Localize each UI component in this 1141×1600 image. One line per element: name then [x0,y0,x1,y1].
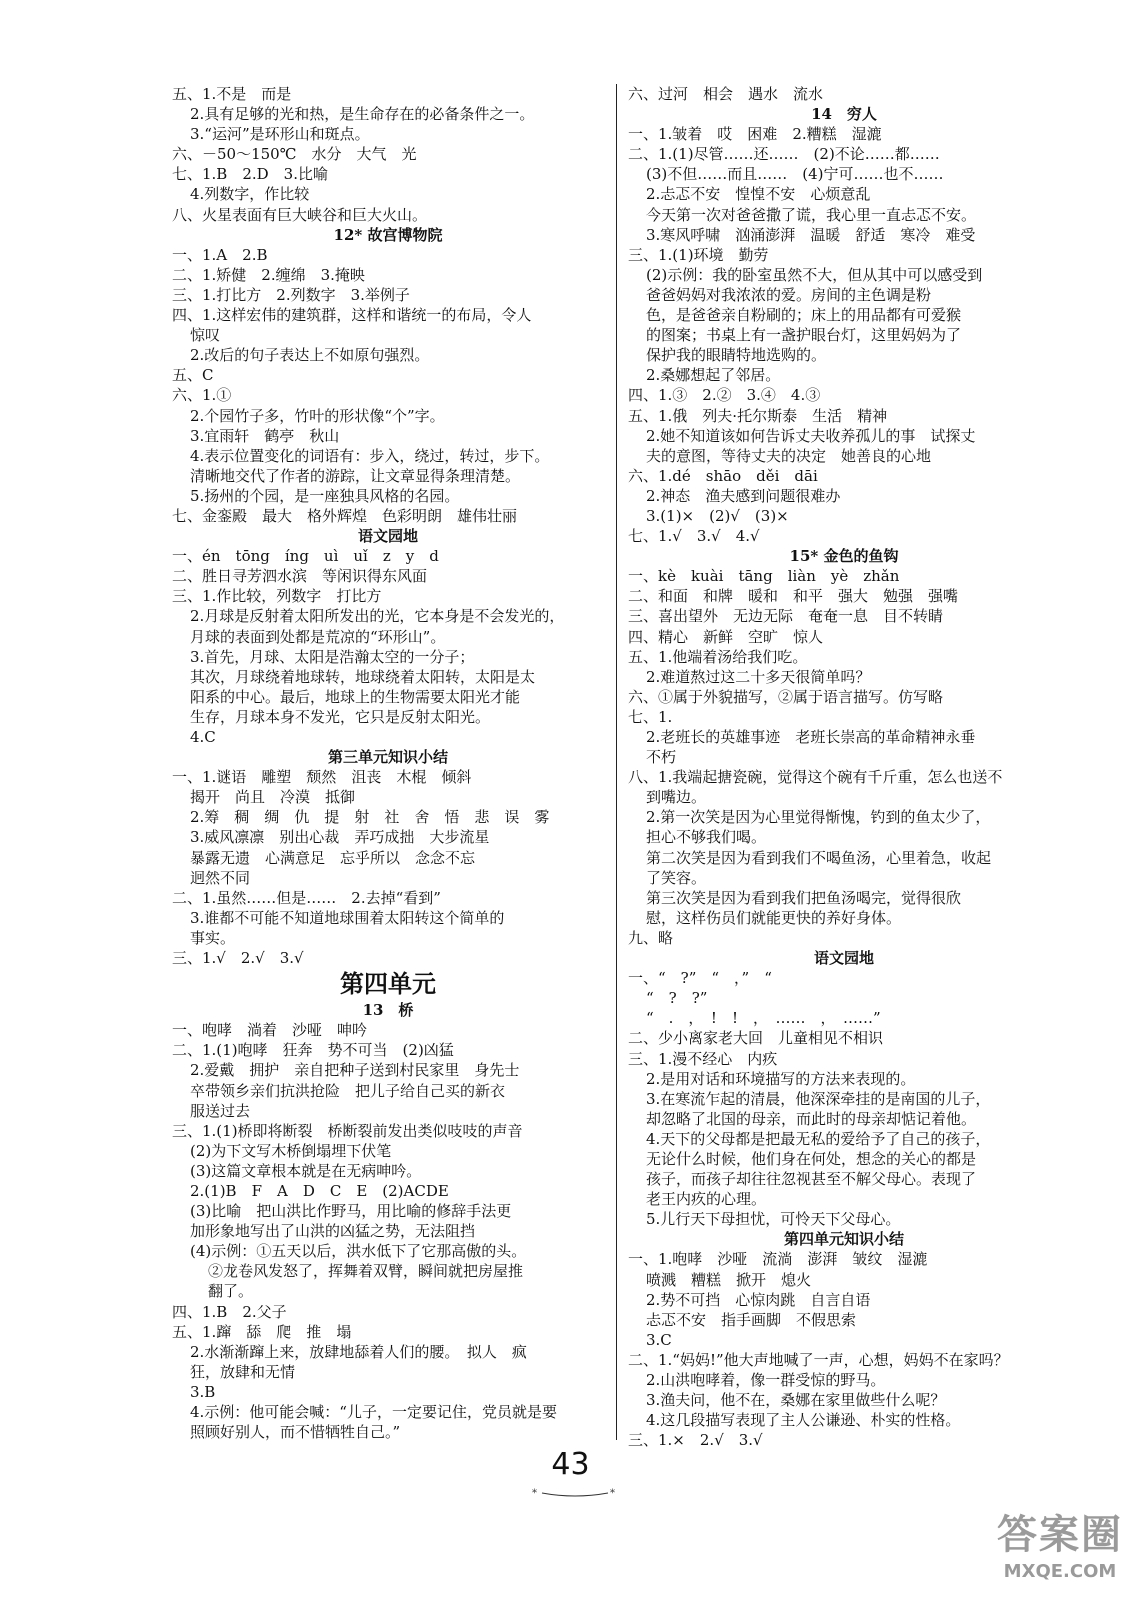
answer-line: 4.列数字，作比较 [190,185,310,204]
answer-line: 2.老班长的英雄事迹 老班长崇高的革命精神永垂 [646,728,976,746]
answer-line: 爸爸妈妈对我浓浓的爱。房间的主色调是粉 [646,285,932,304]
answer-line: 3.C [646,1330,672,1349]
answer-line: 2.水渐渐蹿上来，放肆地舔着人们的腰。 拟人 疯 [190,1342,527,1361]
answer-line: 3.威风凛凛 别出心裁 弄巧成拙 大步流星 [190,828,490,847]
section-heading: 语文园地 [357,527,418,546]
answer-line: 担心不够我们喝。 [646,828,767,847]
answer-line: 翻了。 [208,1282,254,1301]
answer-line: 加形象地写出了山洪的凶猛之势，无法阻挡 [190,1222,476,1241]
answer-line: (4)示例：①五天以后，洪水低下了它那高傲的头。 [190,1242,527,1261]
answer-line: (3)这篇文章根本就是在无病呻吟。 [190,1161,422,1180]
answer-line: 慰，这样伤员们就能更快的养好身体。 [646,908,902,927]
answer-line: 七、金銮殿 最大 格外辉煌 色彩明朗 雄伟壮丽 [172,506,518,525]
answer-line: 三、1.× 2.√ 3.√ [628,1431,763,1450]
answer-line: 今天第一次对爸爸撒了谎，我心里一直忐忑不安。 [646,205,977,224]
answer-line: 2.忐忑不安 惶惶不安 心烦意乱 [646,185,871,204]
answer-line: 5.儿行天下母担忧，可怜天下父母心。 [646,1210,901,1229]
answer-line: 二、和面 和牌 暖和 和平 强大 勉强 强嘴 [628,587,959,606]
answer-line: 一、“ ?” “ ，” “ [628,969,772,988]
answer-line: 阳系的中心。最后，地球上的生物需要太阳光才能 [190,687,521,706]
answer-line: 4.示例：他可能会喊：“儿子，一定要记住，党员就是要 [190,1403,557,1421]
answer-line: 六、1.dé shāo děi dāi [628,466,818,485]
answer-line: 第三次笑是因为看到我们把鱼汤喝完，觉得很欣 [646,888,962,907]
answer-line: 五、1.他端着汤给我们吃。 [628,647,808,666]
answer-line: 不朽 [646,748,677,767]
answer-line: 2.神态 渔夫感到问题很难办 [646,486,841,505]
answer-line: 2.是用对话和环境描写的方法来表现的。 [646,1069,916,1088]
section-heading: 第四单元知识小结 [783,1230,904,1249]
section-heading: 14 穷人 [811,105,877,124]
answer-line: 二、1.虽然……但是…… 2.去掉“看到” [172,888,441,907]
answer-line: 二、胜日寻芳泗水滨 等闲识得东风面 [172,567,428,586]
answer-line: 卒带领乡亲们抗洪抢险 把儿子给自己买的新衣 [190,1081,506,1100]
answer-line: 2.个园竹子多，竹叶的形状像“个”字。 [190,406,445,425]
answer-line: 3.寒风呼啸 汹涌澎湃 温暖 舒适 寒冷 难受 [646,225,976,244]
answer-line: 夫的意图，等待丈夫的决定 她善良的心地 [646,446,932,465]
answer-line: ②龙卷风发怒了，挥舞着双臂，瞬间就把房屋推 [208,1262,524,1281]
answer-line: 六、－50～150℃ 水分 大气 光 [172,145,417,164]
answer-line: 4.这几段描写表现了主人公谦逊、朴实的性格。 [646,1411,961,1430]
answer-line: 一、1.A 2.B [172,245,268,264]
answer-line: 2.势不可挡 心惊肉跳 自言自语 [646,1290,871,1309]
answer-line: 惊叹 [190,326,221,345]
answer-line: 四、1.③ 2.② 3.④ 4.③ [628,386,821,405]
svg-text:*: * [532,1488,537,1498]
answer-line: 的图案；书桌上有一盏护眼台灯，这里妈妈为了 [646,326,962,345]
answer-line: 九、略 [628,928,674,947]
answer-line: 一、1.咆哮 沙哑 流淌 澎湃 皱纹 湿漉 [628,1250,928,1269]
answer-line: 二、1.“妈妈!”他大声地喊了一声，心想，妈妈不在家吗？ [628,1350,1009,1369]
svg-text:*: * [610,1488,615,1498]
answer-line: “ ? ?” [646,989,708,1008]
answer-line: 八、火星表面有巨大峡谷和巨大火山。 [172,205,428,224]
answer-line: 4.表示位置变化的词语有：步入，绕过，转过，步下。 [190,446,550,465]
answer-line: 3.谁都不可能不知道地球围着太阳转这个简单的 [190,908,505,927]
answer-line: 三、1.漫不经心 内疚 [628,1049,778,1068]
page-number: 43 [551,1447,590,1482]
answer-line: 七、1.B 2.D 3.比喻 [172,165,328,184]
answer-line: 3.在寒流乍起的清晨，他深深牵挂的是南国的儿子， [646,1089,991,1108]
answer-line: 3.B [190,1382,216,1401]
answer-line: 二、1.(1)尽管……还…… (2)不论……都…… [628,145,940,164]
answer-line: 2.她不知道该如何告诉丈夫收养孤儿的事 试探丈 [646,426,976,445]
answer-line: 2.爱戴 拥护 亲自把种子送到村民家里 身先士 [190,1061,520,1080]
answer-line: 四、1.这样宏伟的建筑群，这样和谐统一的布局，令人 [172,306,532,325]
answer-line: 清晰地交代了作者的游踪，让文章显得条理清楚。 [190,466,521,485]
answer-line: 三、1.√ 2.√ 3.√ [172,949,304,968]
answer-line: 五、1.不是 而是 [172,85,292,103]
answer-line: 狂，放肆和无情 [190,1362,296,1381]
answer-line: 2.山洪咆哮着，像一群受惊的野马。 [646,1371,886,1389]
answer-line: 2.(1)B F A D C E (2)ACDE [190,1181,449,1200]
answer-line: 六、1.① [172,386,232,405]
answer-line: (3)不但……而且…… (4)宁可……也不…… [646,165,944,184]
answer-line: 2.难道熬过这二十多天很简单吗？ [646,667,871,686]
answer-line: 第二次笑是因为看到我们不喝鱼汤，心里着急，收起 [646,848,992,867]
answer-line: (2)示例：我的卧室虽然不大，但从其中可以感受到 [646,265,983,284]
answer-line: 四、1.B 2.父子 [172,1302,287,1321]
answer-line: 5.扬州的个园，是一座独具风格的名园。 [190,486,460,505]
answer-line: 2.筹 稠 绸 仇 提 射 社 舍 悟 悲 误 雾 [190,808,550,827]
watermark-url: MXQE.COM [1003,1561,1117,1582]
section-heading: 13 桥 [362,1001,414,1020]
answer-line: 2.具有足够的光和热，是生命存在的必备条件之一。 [190,105,535,124]
section-heading: 12* 故宫博物院 [333,225,443,244]
section-heading: 第三单元知识小结 [327,748,448,767]
answer-line: 一、1.皱着 哎 困难 2.糟糕 湿漉 [628,125,882,144]
answer-line: 3.渔夫问，他不在，桑娜在家里做些什么呢？ [646,1391,946,1410]
answer-line: 色，是爸爸亲自粉刷的；床上的用品都有可爱猴 [646,306,962,325]
answer-line: 3.“运河”是环形山和斑点。 [190,125,370,144]
watermark-text: 答案圈 [997,1512,1123,1558]
page-number-ornament [530,1486,620,1498]
answer-line: “ . ， ! ! ， …… ， ……” [646,1009,881,1028]
answer-line: 一、kè kuài tāng liàn yè zhǎn [628,567,900,586]
answer-line: 三、1.(1)环境 勤劳 [628,245,769,264]
answer-line: 2.第一次笑是因为心里觉得惭愧，钓到的鱼太少了， [646,808,991,827]
answer-line: 2.改后的句子表达上不如原句强烈。 [190,346,430,365]
answer-line: 六、①属于外貌描写，②属于语言描写。仿写略 [628,687,944,706]
answer-line: 照顾好别人，而不惜牺牲自己。” [190,1423,401,1442]
answer-line: 3.(1)× (2)√ (3)× [646,506,789,525]
answer-line: 了笑容。 [646,868,707,887]
answer-line: 喷溅 糟糕 掀开 熄火 [646,1270,812,1289]
answer-line: 其次，月球绕着地球转，地球绕着太阳转，太阳是太 [190,667,536,686]
answer-line: 七、1.√ 3.√ 4.√ [628,527,760,546]
answer-line: 三、喜出望外 无边无际 奄奄一息 目不转睛 [628,607,944,626]
answer-line: 二、少小离家老大回 儿童相见不相识 [628,1029,884,1048]
answer-line: 2.月球是反射着太阳所发出的光，它本身是不会发光的， [190,607,565,626]
answer-line: 一、咆哮 淌着 沙哑 呻吟 [172,1021,368,1040]
answer-line: 到嘴边。 [646,788,707,807]
answer-line: 3.宜雨轩 鹤亭 秋山 [190,426,340,445]
answer-line: 老王内疚的心理。 [646,1190,767,1209]
answer-line: 忐忑不安 指手画脚 不假思索 [646,1310,857,1329]
answer-line: 孩子，而孩子却往往忽视甚至不解父母心。表现了 [646,1170,977,1189]
answer-line: 3.首先，月球、太阳是浩瀚太空的一分子； [190,647,475,666]
answer-line: 一、én tōng íng uì uǐ z y d [172,547,439,566]
answer-line: 生存，月球本身不发光，它只是反射太阳光。 [190,707,491,726]
answer-line: 八、1.我端起搪瓷碗，觉得这个碗有千斤重，怎么也送不 [628,768,1003,787]
answer-line: 迥然不同 [190,868,251,887]
answer-line: 揭开 尚且 冷漠 抵御 [190,788,356,807]
answer-line: 无论什么时候，他们身在何处，想念的关心的都是 [646,1149,977,1168]
answer-line: 保护我的眼睛特地选购的。 [646,346,827,365]
section-heading: 15* 金色的鱼钩 [789,547,899,566]
column-divider [616,84,617,1440]
answer-line: 服送过去 [190,1101,251,1120]
answer-line: 三、1.作比较，列数字 打比方 [172,587,382,606]
answer-line: 事实。 [190,928,236,947]
answer-line: 四、精心 新鲜 空旷 惊人 [628,627,824,646]
answer-line: 五、1.俄 列夫·托尔斯泰 生活 精神 [628,406,888,425]
answer-line: 暴露无遗 心满意足 忘乎所以 念念不忘 [190,848,476,867]
answer-line: 二、1.(1)咆哮 狂奔 势不可当 (2)凶猛 [172,1041,454,1060]
answer-line: (2)为下文写木桥倒塌埋下伏笔 [190,1141,392,1160]
answer-line: 4.C [190,728,216,746]
answer-line: 4.天下的父母都是把最无私的爱给予了自己的孩子， [646,1129,991,1148]
left-column [172,84,604,1442]
answer-line: (3)比喻 把山洪比作野马，用比喻的修辞手法更 [190,1202,512,1221]
answer-line: 月球的表面到处都是荒凉的“环形山”。 [190,627,446,646]
unit-title: 第四单元 [340,969,436,999]
answer-line: 三、1.打比方 2.列数字 3.举例子 [172,285,410,304]
answer-line: 一、1.谜语 雕塑 颓然 沮丧 木棍 倾斜 [172,768,472,787]
answer-line: 2.桑娜想起了邻居。 [646,366,781,385]
answer-line: 六、过河 相会 遇水 流水 [628,85,824,103]
answer-line: 七、1. [628,707,673,726]
answer-line: 二、1.矫健 2.缠绵 3.掩映 [172,265,365,284]
answer-line: 五、C [172,366,214,385]
section-heading: 语文园地 [813,949,874,968]
right-column [628,84,1060,1450]
answer-line: 五、1.蹿 舔 爬 推 塌 [172,1322,352,1341]
answer-line: 三、1.(1)桥即将断裂 桥断裂前发出类似吱吱的声音 [172,1121,523,1140]
watermark-logo [985,1510,1135,1596]
answer-line: 却忽略了北国的母亲，而此时的母亲却惦记着他。 [646,1109,977,1128]
